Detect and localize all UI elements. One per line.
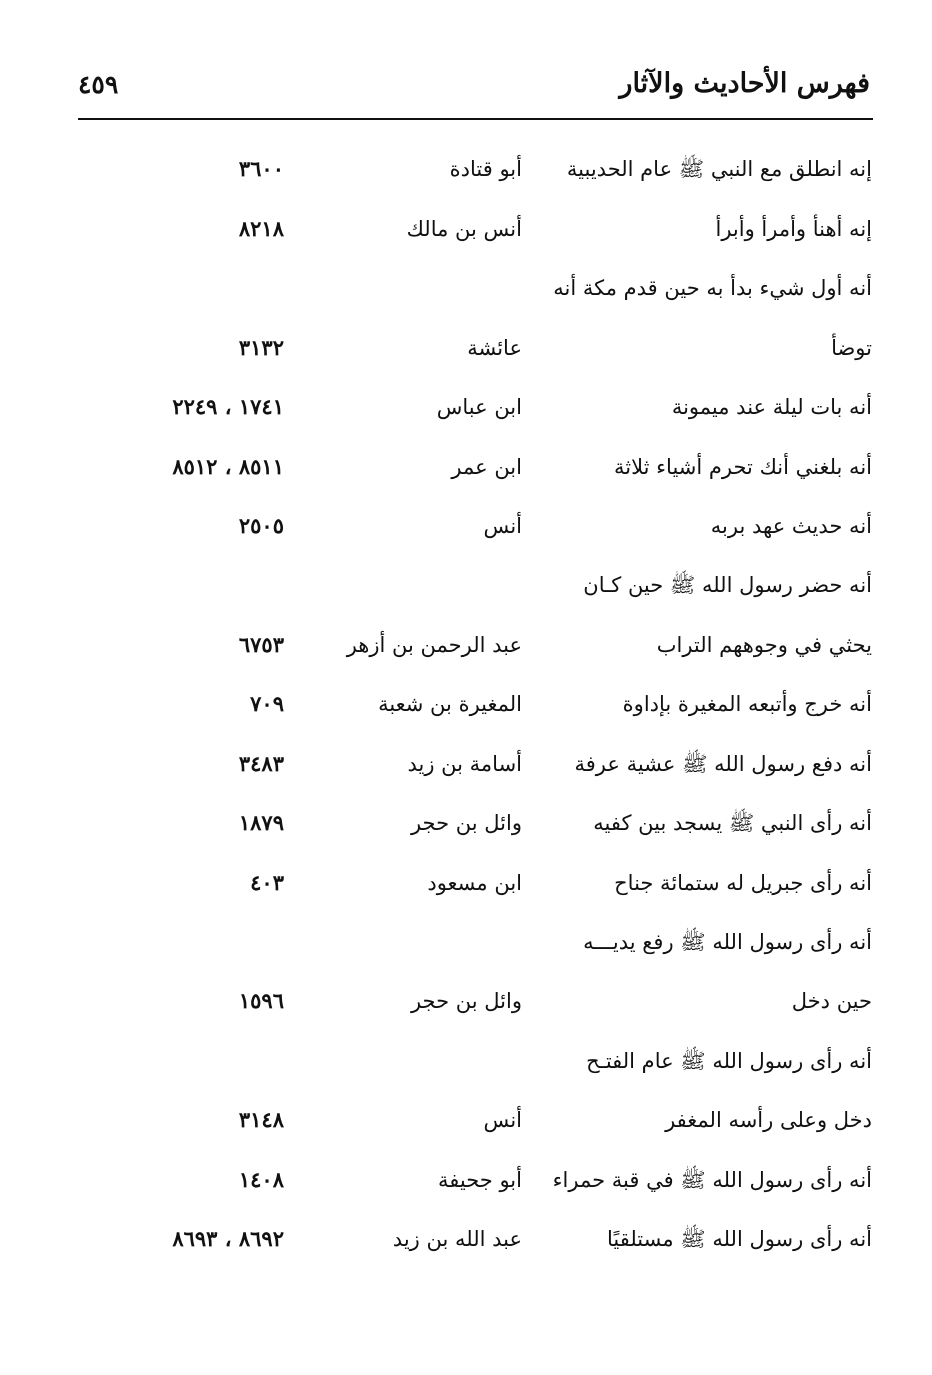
header-divider	[78, 118, 873, 120]
index-entry	[0, 735, 932, 793]
narrator-name: المغيرة بن شعبة	[378, 692, 522, 716]
index-entry	[0, 378, 932, 436]
index-entry	[0, 1032, 932, 1090]
narrator-name: ابن عباس	[436, 395, 522, 419]
page-title: فهرس الأحاديث والآثار	[619, 68, 870, 99]
hadith-text: أنه بات ليلة عند ميمونة	[671, 395, 872, 419]
reference-numbers: ٣١٤٨	[238, 1107, 284, 1132]
hadith-text: أنه رأى رسول الله ﷺ رفع يديـــه	[583, 930, 872, 954]
narrator-name: عائشة	[467, 336, 522, 360]
hadith-text: إنه انطلق مع النبي ﷺ عام الحديبية	[566, 157, 872, 181]
reference-numbers: ٣٦٠٠	[238, 156, 284, 181]
reference-numbers: ١٧٤١ ، ٢٢٤٩	[172, 394, 284, 419]
index-entry	[0, 1151, 932, 1209]
hadith-text: أنه رأى رسول الله ﷺ عام الفتـح	[586, 1049, 872, 1073]
index-entry	[0, 675, 932, 733]
index-entry	[0, 913, 932, 971]
hadith-text: توضأ	[831, 336, 872, 360]
narrator-name: أنس	[483, 514, 522, 538]
index-entry	[0, 556, 932, 614]
narrator-name: وائل بن حجر	[410, 811, 522, 835]
reference-numbers: ١٥٩٦	[238, 988, 284, 1013]
hadith-text: أنه رأى رسول الله ﷺ مستلقيًا	[606, 1227, 872, 1251]
hadith-text: أنه حضر رسول الله ﷺ حين كـان	[583, 573, 872, 597]
hadith-text: أنه أول شيء بدأ به حين قدم مكة أنه	[553, 276, 872, 300]
narrator-name: عبد الرحمن بن أزهر	[346, 633, 522, 657]
reference-numbers: ٨٢١٨	[238, 216, 284, 241]
index-entry	[0, 259, 932, 317]
hadith-text: حين دخل	[791, 989, 872, 1013]
reference-numbers: ٧٠٩	[250, 691, 284, 716]
index-entry	[0, 140, 932, 198]
narrator-name: ابن مسعود	[427, 871, 522, 895]
index-entry	[0, 972, 932, 1030]
hadith-text: أنه رأى جبريل له ستمائة جناح	[614, 871, 872, 895]
hadith-text: يحثي في وجوههم التراب	[656, 633, 872, 657]
hadith-text: أنه رأى رسول الله ﷺ في قبة حمراء	[552, 1168, 872, 1192]
reference-numbers: ١٨٧٩	[238, 810, 284, 835]
narrator-name: عبد الله بن زيد	[392, 1227, 522, 1251]
index-entry	[0, 497, 932, 555]
page-number: ٤٥٩	[78, 70, 119, 99]
hadith-text: أنه خرج وأتبعه المغيرة بإداوة	[622, 692, 872, 716]
narrator-name: وائل بن حجر	[410, 989, 522, 1013]
reference-numbers: ٣١٣٢	[238, 335, 284, 360]
reference-numbers: ٦٧٥٣	[238, 632, 284, 657]
index-entry	[0, 1210, 932, 1268]
hadith-text: أنه حديث عهد بربه	[710, 514, 872, 538]
reference-numbers: ٨٦٩٢ ، ٨٦٩٣	[172, 1226, 284, 1251]
index-entry	[0, 854, 932, 912]
narrator-name: ابن عمر	[451, 455, 522, 479]
reference-numbers: ٨٥١١ ، ٨٥١٢	[172, 454, 284, 479]
hadith-text: دخل وعلى رأسه المغفر	[665, 1108, 872, 1132]
index-entry	[0, 319, 932, 377]
hadith-text: أنه دفع رسول الله ﷺ عشية عرفة	[574, 752, 872, 776]
index-entry	[0, 1091, 932, 1149]
narrator-name: أبو جحيفة	[438, 1168, 522, 1192]
index-entry	[0, 200, 932, 258]
reference-numbers: ٢٥٠٥	[238, 513, 284, 538]
hadith-text: أنه رأى النبي ﷺ يسجد بين كفيه	[593, 811, 872, 835]
index-entry	[0, 616, 932, 674]
reference-numbers: ٣٤٨٣	[238, 751, 284, 776]
narrator-name: أبو قتادة	[449, 157, 522, 181]
reference-numbers: ٤٠٣	[250, 870, 284, 895]
narrator-name: أنس بن مالك	[406, 217, 522, 241]
hadith-text: أنه بلغني أنك تحرم أشياء ثلاثة	[614, 455, 872, 479]
index-entry	[0, 794, 932, 852]
narrator-name: أسامة بن زيد	[407, 752, 522, 776]
narrator-name: أنس	[483, 1108, 522, 1132]
hadith-text: إنه أهنأ وأمرأ وأبرأ	[715, 217, 872, 241]
index-entry	[0, 438, 932, 496]
reference-numbers: ١٤٠٨	[238, 1167, 284, 1192]
